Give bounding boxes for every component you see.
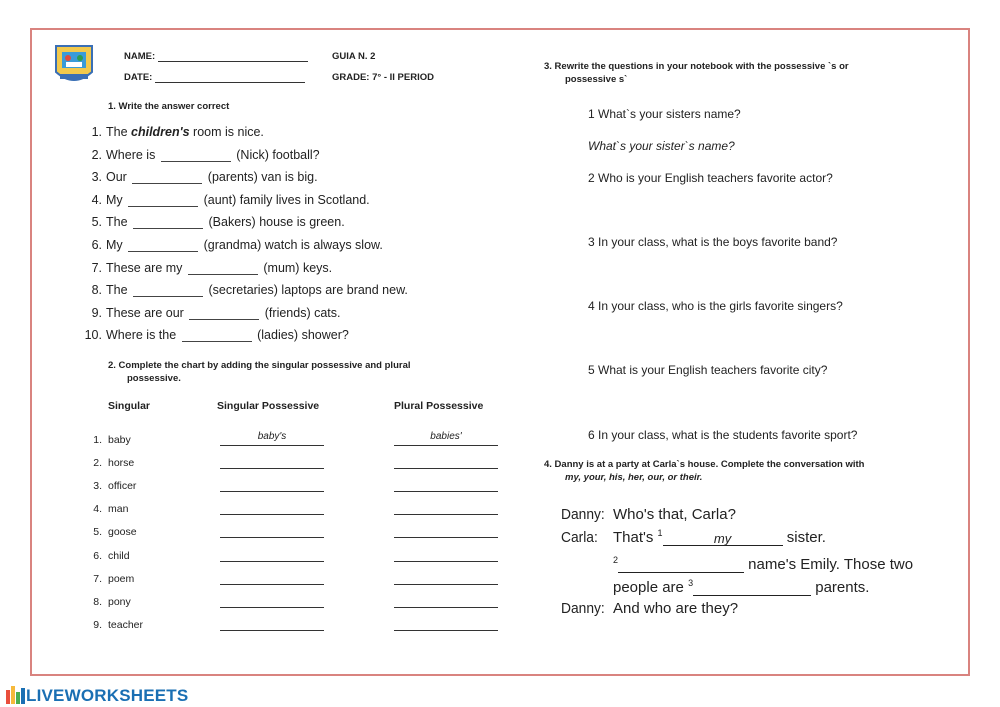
- singular-possessive-line: [220, 502, 324, 515]
- row-number: 8.: [93, 595, 102, 608]
- exercise-item: 3. Our (parents) van is big.: [91, 170, 318, 185]
- exercise-item: 1. The children's room is nice.: [91, 125, 264, 139]
- singular-possessive-line: [220, 479, 324, 492]
- section3-title: 3. Rewrite the questions in your notebook with the possessive `s or possessive s`: [544, 61, 849, 85]
- liveworksheets-icon: [6, 686, 26, 704]
- plural-possessive-line: [394, 479, 498, 492]
- name-label: NAME:: [124, 51, 308, 62]
- plural-possessive-line: [394, 502, 498, 515]
- answer-blank[interactable]: [133, 217, 203, 229]
- singular-word: horse: [108, 457, 135, 470]
- answer-blank[interactable]: [189, 308, 259, 320]
- singular-possessive-line: [220, 595, 324, 608]
- date-field[interactable]: [155, 72, 305, 83]
- answer-1[interactable]: What`s your sister`s name?: [588, 139, 735, 153]
- singular-word: goose: [108, 526, 137, 539]
- plural-possessive-cell[interactable]: babies': [430, 431, 462, 442]
- plural-possessive-line: [394, 595, 498, 608]
- conv-line-2: Carla: That's $^1$ my sister.: [561, 528, 826, 546]
- question-4: 4 In your class, who is the girls favorite singers?: [588, 299, 843, 313]
- conv-line-5: Danny: And who are they?: [561, 600, 739, 617]
- answer-blank[interactable]: [128, 240, 198, 252]
- date-label: DATE:: [124, 72, 305, 83]
- singular-possessive-line: [220, 456, 324, 469]
- section4-title: 4. Danny is at a party at Carla`s house. Complete the conversation with my, your, his, her, our, or their.: [544, 459, 865, 483]
- exercise-item: 4. My (aunt) family lives in Scotland.: [91, 192, 370, 207]
- col-singular-possessive: Singular Possessive: [217, 400, 320, 412]
- blank-1[interactable]: my: [663, 531, 783, 546]
- singular-word: poem: [108, 572, 135, 585]
- row-number: 7.: [93, 572, 102, 585]
- grade-label: GRADE: 7° - II PERIOD: [332, 72, 434, 83]
- row-number: 6.: [93, 549, 102, 562]
- row-number: 2.: [93, 457, 102, 470]
- col-singular: Singular: [108, 400, 151, 412]
- answer-blank[interactable]: [182, 330, 252, 342]
- section1-title: 1. Write the answer correct: [108, 101, 230, 112]
- liveworksheets-logo: LIVEWORKSHEETS: [6, 686, 188, 706]
- exercise-item: 9. These are our (friends) cats.: [91, 305, 341, 320]
- singular-possessive-line: [220, 572, 324, 585]
- question-5: 5 What is your English teachers favorite city?: [588, 363, 828, 377]
- answer-blank[interactable]: [188, 263, 258, 275]
- exercise-item: 10. Where is the (ladies) shower?: [84, 328, 349, 343]
- plural-possessive-line: [394, 618, 498, 631]
- answer-blank[interactable]: [128, 195, 198, 207]
- answer-blank[interactable]: [132, 172, 202, 184]
- singular-word: pony: [108, 595, 131, 608]
- question-6: 6 In your class, what is the students favorite sport?: [588, 428, 858, 442]
- conv-line-1: Danny: Who's that, Carla?: [561, 506, 736, 523]
- singular-word: baby: [108, 434, 131, 446]
- question-3: 3 In your class, what is the boys favorite band?: [588, 235, 838, 249]
- plural-possessive-line: [394, 549, 498, 562]
- row-number: 3.: [93, 480, 102, 493]
- plural-possessive-line: [394, 456, 498, 469]
- question-1: 1 What`s your sisters name?: [588, 107, 741, 121]
- singular-word: teacher: [108, 618, 144, 631]
- exercise-item: 5. The (Bakers) house is green.: [91, 215, 345, 230]
- exercise-item: 7. These are my (mum) keys.: [91, 260, 333, 275]
- exercise-item: 6. My (grandma) watch is always slow.: [91, 238, 383, 252]
- exercise-item: 8. The (secretaries) laptops are brand new.: [91, 283, 408, 298]
- guide-number: GUIA N. 2: [332, 51, 376, 62]
- blank-2[interactable]: [618, 558, 744, 573]
- singular-possessive-line: [220, 433, 324, 446]
- answer-blank[interactable]: [133, 285, 203, 297]
- answer-blank[interactable]: [161, 150, 231, 162]
- singular-word: officer: [108, 480, 137, 493]
- plural-possessive-line: [394, 572, 498, 585]
- speaker-carla: Carla:: [561, 529, 598, 546]
- row-number: 4.: [93, 503, 102, 516]
- row-number: 1.: [93, 434, 102, 446]
- conv-line-3: $^2$ name's Emily. Those two: [613, 555, 914, 573]
- plural-possessive-line: [394, 525, 498, 538]
- singular-word: child: [108, 549, 130, 562]
- singular-possessive-line: [220, 549, 324, 562]
- exercise-item: 2. Where is (Nick) football?: [91, 147, 320, 162]
- question-2: 2 Who is your English teachers favorite actor?: [588, 171, 833, 185]
- blank-3[interactable]: [693, 581, 811, 596]
- singular-possessive-line: [220, 525, 324, 538]
- row-number: 9.: [93, 618, 102, 631]
- plural-possessive-line: [394, 433, 498, 446]
- singular-word: man: [108, 503, 129, 516]
- col-plural-possessive: Plural Possessive: [394, 400, 484, 412]
- speaker-danny: Danny:: [561, 506, 605, 523]
- conv-line-4: people are $^3$ parents.: [613, 578, 870, 596]
- row-number: 5.: [93, 526, 102, 539]
- school-logo-icon: [52, 42, 96, 90]
- section2-title: 2. Complete the chart by adding the singular possessive and plural possessive.: [108, 360, 411, 384]
- singular-possessive-line: [220, 618, 324, 631]
- singular-possessive-cell[interactable]: baby's: [257, 431, 287, 442]
- name-field[interactable]: [158, 51, 308, 62]
